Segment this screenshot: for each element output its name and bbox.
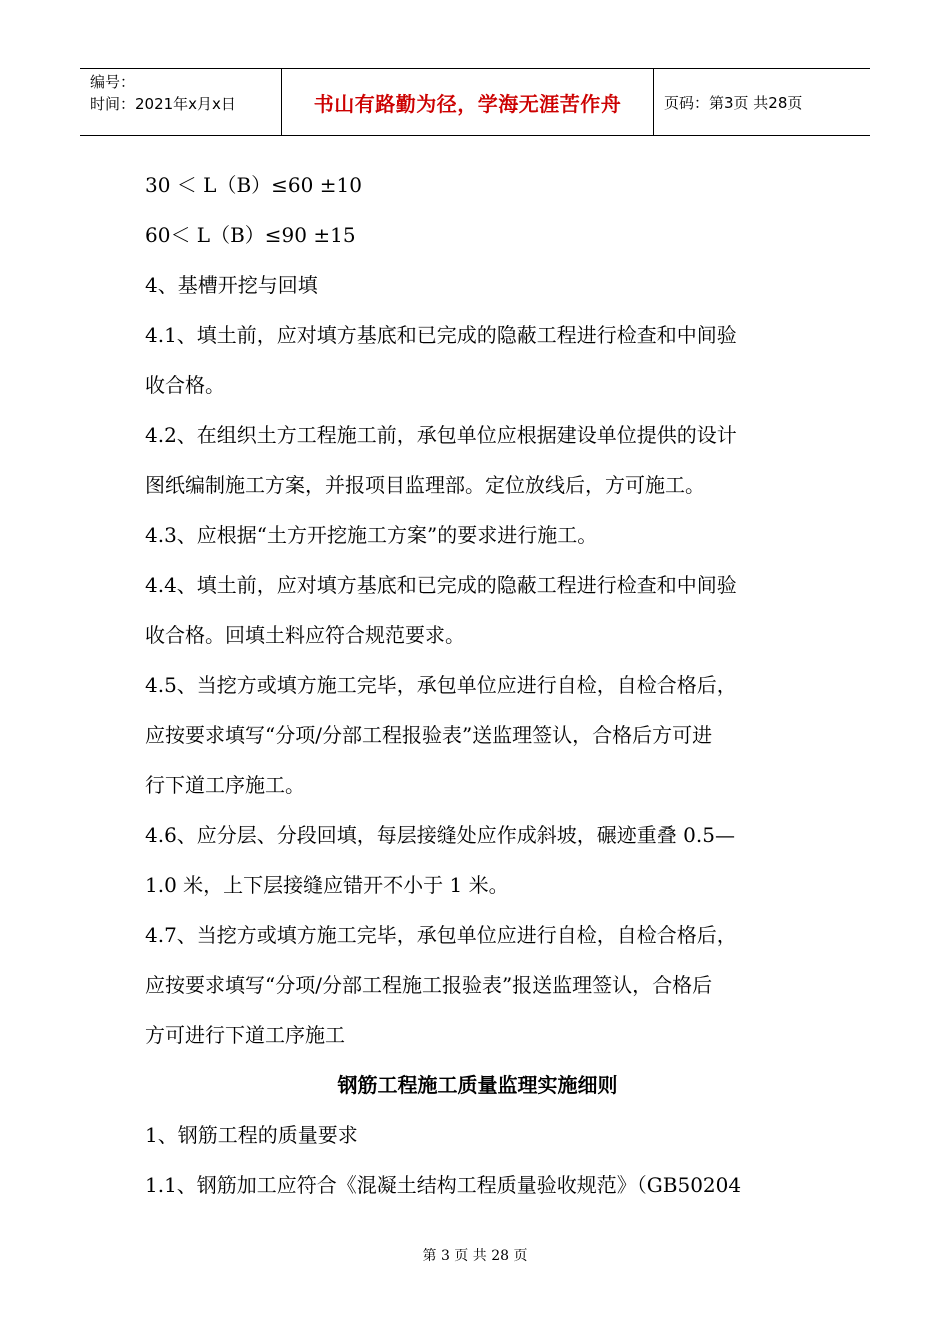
body-line: 4.5、当挖方或填方施工完毕，承包单位应进行自检，自检合格后， xyxy=(145,673,737,697)
body-line: 行下道工序施工。 xyxy=(145,773,305,797)
page-footer: 第 3 页 共 28 页 xyxy=(422,1248,528,1264)
body-line: 方可进行下道工序施工 xyxy=(145,1023,345,1047)
body-line: 4.1、填土前，应对填方基底和已完成的隐蔽工程进行检查和中间验 xyxy=(145,323,737,347)
body-line: 4.3、应根据“土方开挖施工方案”的要求进行施工。 xyxy=(145,523,598,547)
section-heading: 1、钢筋工程的质量要求 xyxy=(145,1123,358,1147)
header-motto: 书山有路勤为径，学海无涯苦作舟 xyxy=(282,69,654,135)
document-time-label: 时间：2021年x月x日 xyxy=(90,95,236,113)
body-line: 收合格。 xyxy=(145,373,225,397)
body-line: 4.6、应分层、分段回填，每层接缝处应作成斜坡，碾迹重叠 0.5— xyxy=(145,823,735,847)
body-line: 1.0 米，上下层接缝应错开不小于 1 米。 xyxy=(145,873,509,897)
body-line: 4.2、在组织土方工程施工前，承包单位应根据建设单位提供的设计 xyxy=(145,423,737,447)
body-line: 应按要求填写“分项/分部工程报验表”送监理签认，合格后方可进 xyxy=(145,723,713,747)
section-title: 钢筋工程施工质量监理实施细则 xyxy=(337,1073,618,1097)
body-line: 4.7、当挖方或填方施工完毕，承包单位应进行自检，自检合格后， xyxy=(145,923,737,947)
page-header xyxy=(80,68,870,136)
body-line: 60＜ L（B）≤90 ±15 xyxy=(145,223,356,247)
header-meta xyxy=(80,69,282,135)
body-line: 30 ＜ L（B）≤60 ±10 xyxy=(145,173,362,197)
body-line: 收合格。回填土料应符合规范要求。 xyxy=(145,623,465,647)
body-line: 应按要求填写“分项/分部工程施工报验表”报送监理签认，合格后 xyxy=(145,973,713,997)
body-line: 4.4、填土前，应对填方基底和已完成的隐蔽工程进行检查和中间验 xyxy=(145,573,737,597)
document-number-label: 编号： xyxy=(90,73,136,91)
document-body xyxy=(145,160,810,1210)
body-line: 图纸编制施工方案，并报项目监理部。定位放线后，方可施工。 xyxy=(145,473,705,497)
section-heading: 4、基槽开挖与回填 xyxy=(145,273,318,297)
header-page-info: 页码：第3页 共28页 xyxy=(664,93,803,112)
body-line: 1.1、钢筋加工应符合《混凝土结构工程质量验收规范》（GB50204 xyxy=(145,1173,742,1197)
